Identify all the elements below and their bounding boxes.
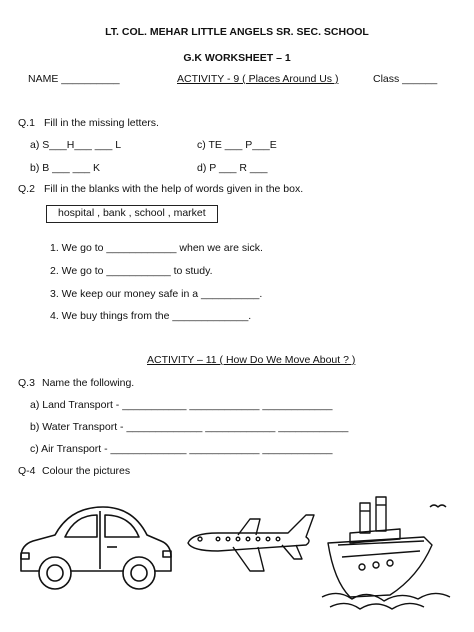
q3-water-transport[interactable]: b) Water Transport - _____________ ____________ ____________	[30, 421, 349, 433]
q2-sentence-1[interactable]: 1. We go to ____________ when we are sick.	[50, 242, 263, 254]
q1-number: Q.1	[18, 117, 35, 129]
q2-number: Q.2	[18, 183, 35, 195]
q3-prompt: Name the following.	[42, 377, 135, 389]
q4-prompt: Colour the pictures	[42, 465, 131, 477]
worksheet-title: G.K WORKSHEET – 1	[183, 52, 291, 64]
q2-sentence-4[interactable]: 4. We buy things from the _____________.	[50, 310, 252, 322]
class-field[interactable]: Class ______	[373, 73, 438, 85]
activity-9-heading: ACTIVITY - 9 ( Places Around Us )	[177, 73, 339, 85]
q1-item-a[interactable]: a) S___H___ ___ L	[30, 139, 122, 151]
q1-item-c[interactable]: c) TE ___ P___E	[197, 139, 277, 151]
q2-sentence-3[interactable]: 3. We keep our money safe in a __________.	[50, 288, 263, 300]
q1-prompt: Fill in the missing letters.	[44, 117, 159, 129]
school-name: LT. COL. MEHAR LITTLE ANGELS SR. SEC. SCHOOL	[105, 26, 369, 38]
word-box	[46, 205, 218, 223]
q1-item-d[interactable]: d) P ___ R ___	[197, 162, 268, 174]
q3-air-transport[interactable]: c) Air Transport - _____________ ____________ ____________	[30, 443, 333, 455]
q4-number: Q-4	[18, 465, 36, 477]
ship-picture	[320, 485, 460, 615]
q2-prompt: Fill in the blanks with the help of words given in the box.	[44, 183, 304, 195]
q3-number: Q.3	[18, 377, 35, 389]
word-box-text: hospital , bank , school , market	[58, 207, 206, 219]
activity-11-heading: ACTIVITY – 11 ( How Do We Move About ? )	[147, 354, 356, 366]
q2-sentence-2[interactable]: 2. We go to ___________ to study.	[50, 265, 213, 277]
q1-item-b[interactable]: b) B ___ ___ K	[30, 162, 101, 174]
car-picture	[15, 495, 175, 595]
name-field[interactable]: NAME __________	[28, 73, 120, 85]
airplane-picture	[178, 505, 318, 585]
q3-land-transport[interactable]: a) Land Transport - ___________ ____________ ____________	[30, 399, 333, 411]
